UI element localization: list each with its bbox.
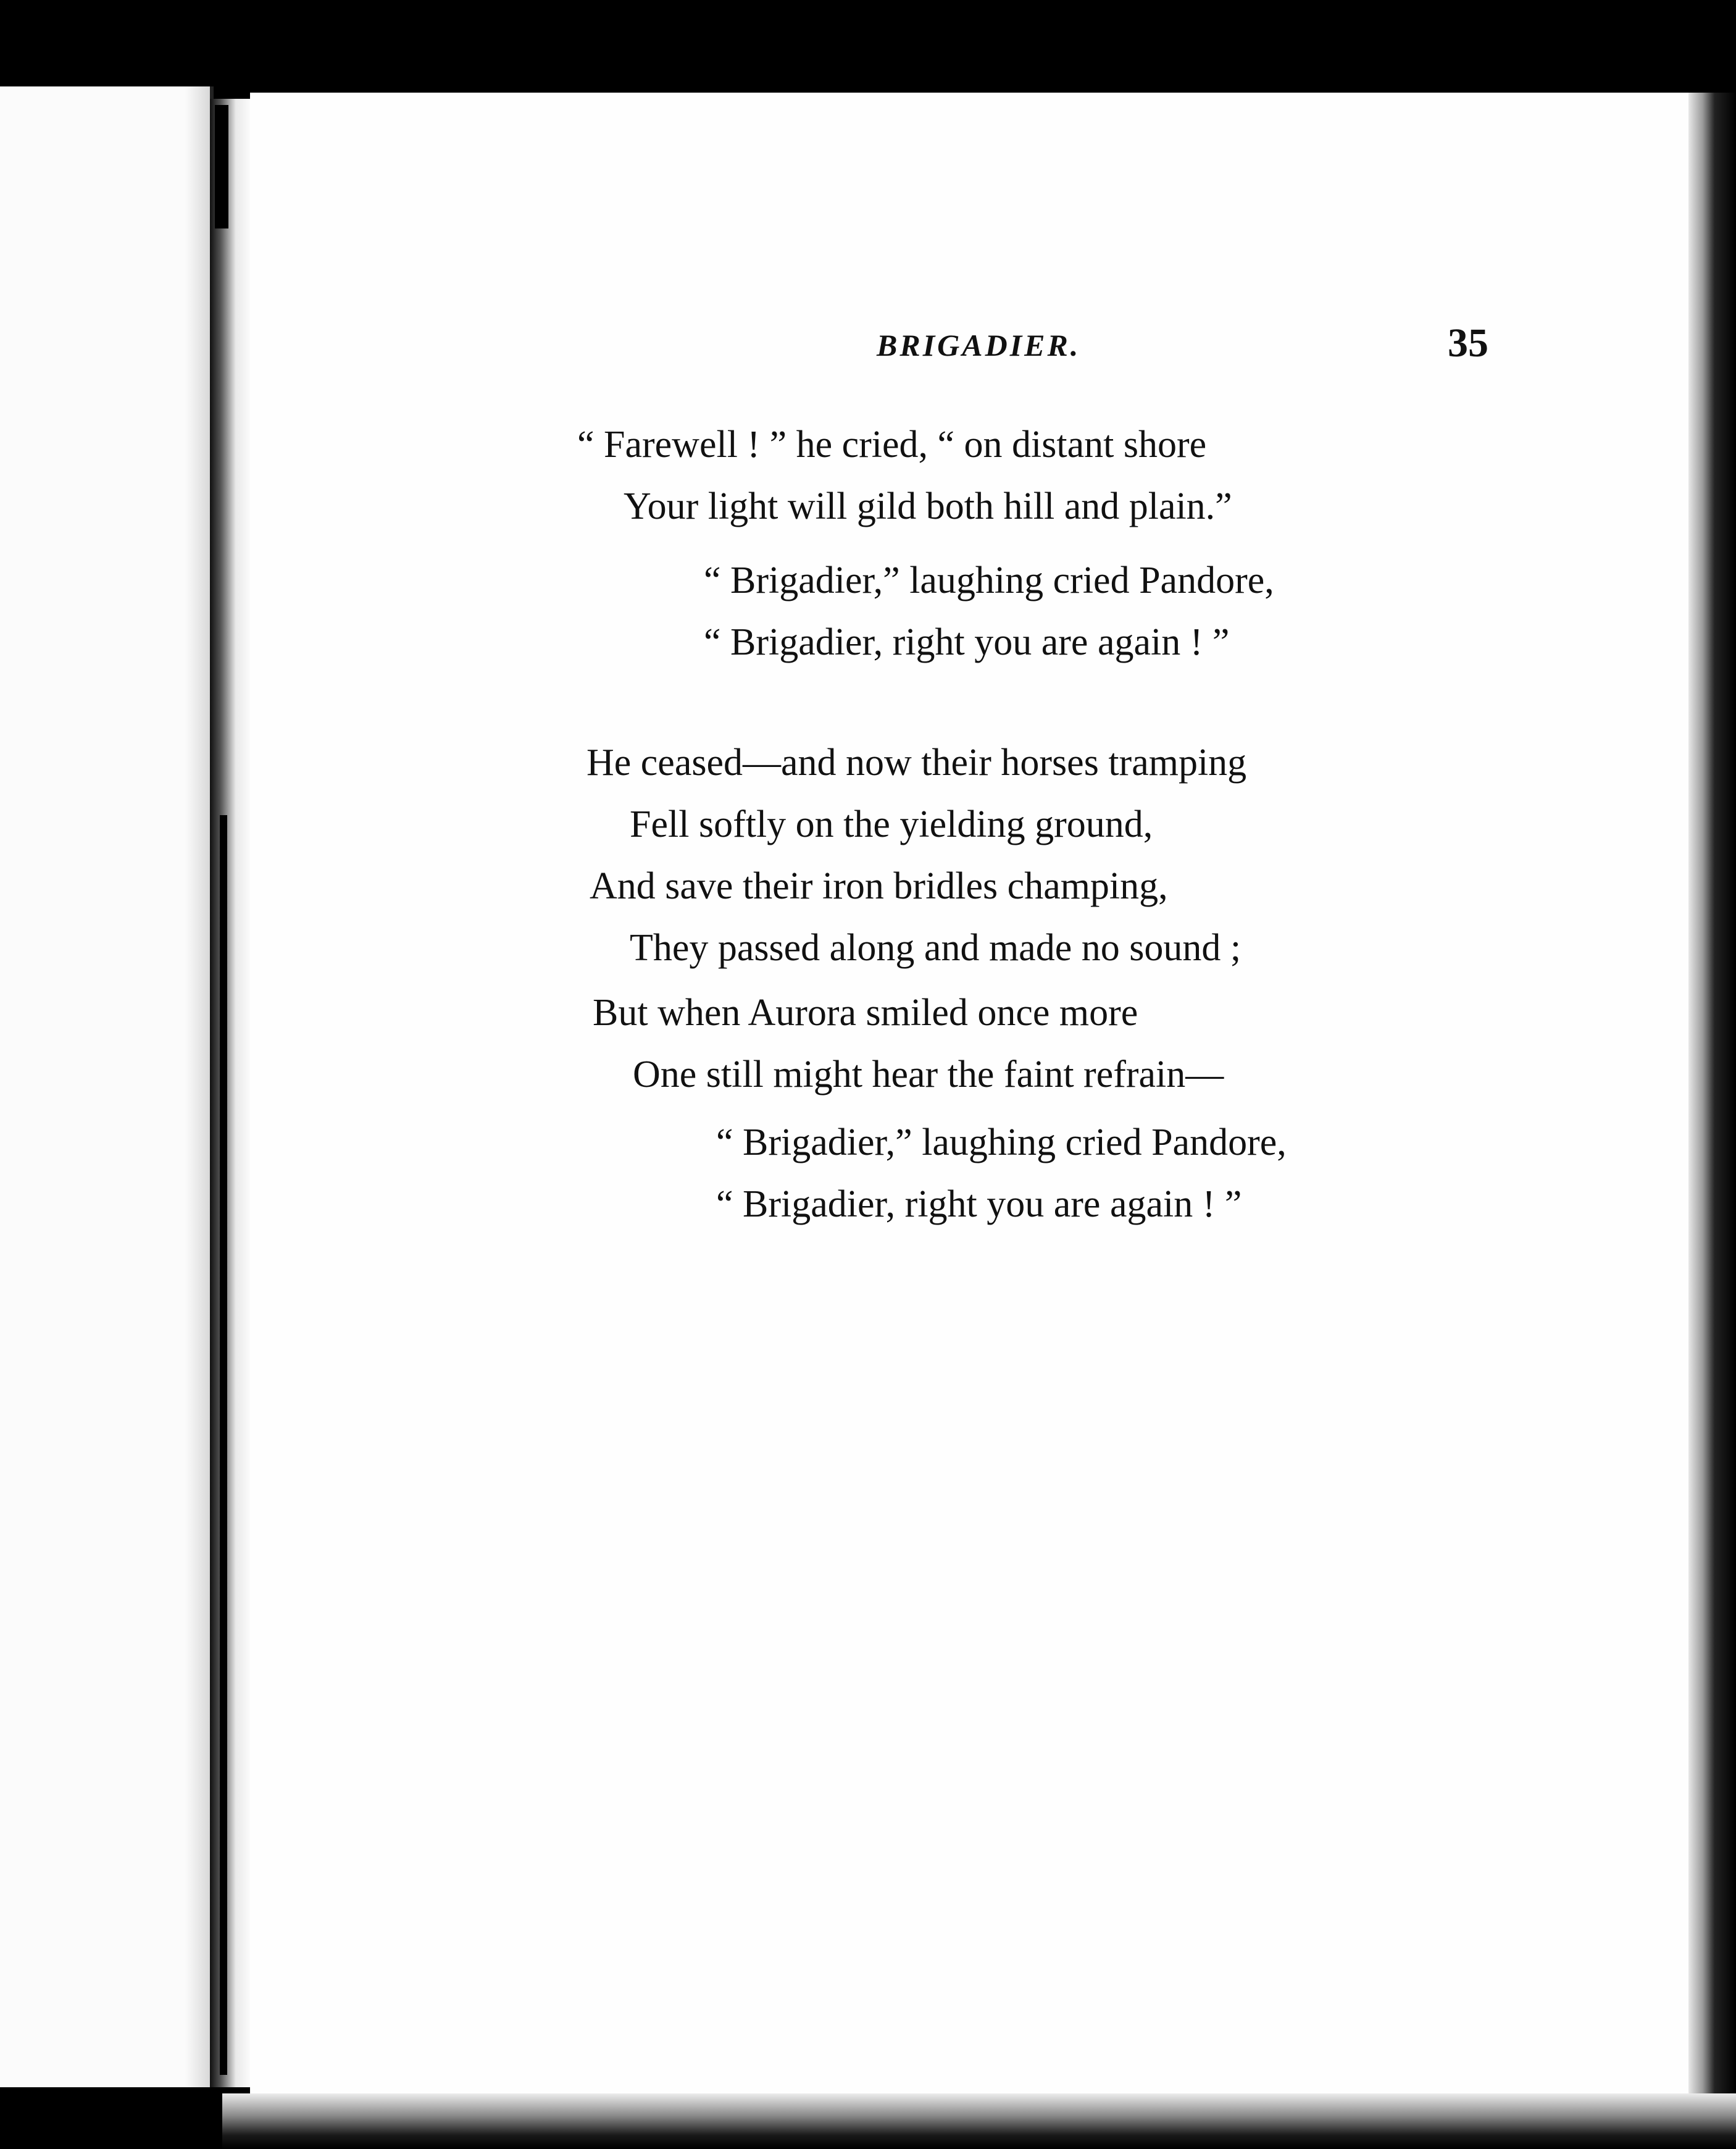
poem-line: Your light will gild both hill and plain.”: [624, 485, 1232, 527]
refrain-line: “ Brigadier,” laughing cried Pandore,: [704, 559, 1274, 601]
refrain-line: “ Brigadier,” laughing cried Pandore,: [716, 1121, 1287, 1163]
refrain-line: “ Brigadier, right you are again ! ”: [716, 1183, 1242, 1225]
poem-line: But when Aurora smiled once more: [593, 992, 1138, 1034]
refrain-line: “ Brigadier, right you are again ! ”: [704, 621, 1230, 663]
poem-line: One still might hear the faint refrain—: [633, 1054, 1224, 1095]
running-head-title: BRIGADIER.: [877, 328, 1081, 362]
poem-line: He ceased—and now their horses tramping: [586, 742, 1247, 784]
poem-line: And save their iron bridles champing,: [590, 865, 1168, 907]
poem-line: They passed along and made no sound ;: [630, 927, 1241, 969]
poem-line: Fell softly on the yielding ground,: [630, 803, 1153, 845]
page-number: 35: [1448, 320, 1488, 366]
poem-line: “ Farewell ! ” he cried, “ on distant shore: [577, 424, 1207, 466]
